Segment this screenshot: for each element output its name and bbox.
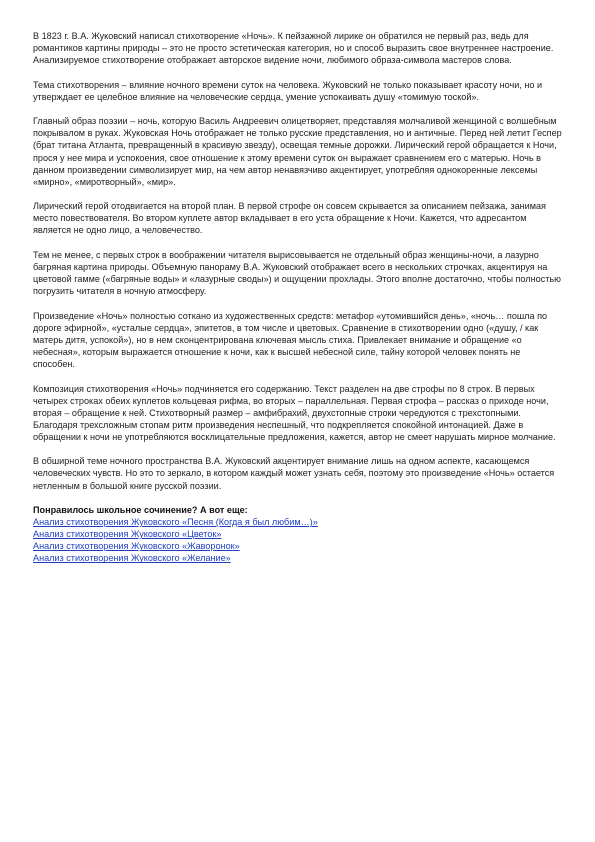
paragraph-devices: Произведение «Ночь» полностью соткано из художественных средств: метафор «утомившийся день», «ночь… пошла по дороге эфирной», «усталые сердца», эпитетов, в том числе и цветовых. Сравнение в стихотворении одно («душу, / как матерь дитя, успокой»), но в нем сконцентрирована ключевая мысль стиха. Привлекает внимание и обращение «о небесная», которым выражается отношение к ночи, как к высшей небесной силе, тайну которой человек понять не способен. — [33, 310, 548, 370]
paragraph-theme: Тема стихотворения – влияние ночного времени суток на человека. Жуковский не только показывает красоту ночи, но и утверждает ее целебное влияние на человеческие сердца, умение успокаивать душу «томимую тоской». — [33, 79, 543, 102]
paragraph-conclusion: В обширной теме ночного пространства В.А. Жуковский акцентирует внимание лишь на одном аспекте, касающемся человеческих чувств. Но это то зеркало, в котором каждый может узнать себя, поэтому это произведение «Ночь» остается нетленным в большой книге русской поэзии. — [33, 456, 555, 491]
list-item — [33, 540, 563, 552]
paragraph-intro: В 1823 г. В.А. Жуковский написал стихотворение «Ночь». К пейзажной лирике он обратился не первый раз, ведь для романтиков картины природы – это не просто эстетическая категория, но и способ выразить свое внутреннее настроение. Анализируемое стихотворение отображает авторское видение ночи, любимого образа-символа мастеров слова. — [33, 31, 554, 66]
related-link-desire[interactable]: Анализ стихотворения Жуковского «Желание» — [33, 553, 231, 564]
paragraph-main-image: Главный образ поэзии – ночь, которую Василь Андреевич олицетворяет, представляя молчаливой женщиной с волшебным покрывалом в руках. Жуковская Ночь отображает не только русские представления, но и античные. Перед ней летит Геспер (брат титана Атланта, превращенный в красивую звезду), освещая темные дорожки. Лирический герой обращается к Ночи, прося у нее мира и успокоения, свое отношение к этому времени суток он выражает сравнением его с матерью. Ночь в данном произведении символизирует мир, на чем автор ненавязчиво акцентирует, употребляя однокоренные лексемы «мирно», «миротворный», «мир». — [33, 116, 562, 187]
list-item — [33, 528, 563, 540]
related-link-lark[interactable]: Анализ стихотворения Жуковского «Жаворонок» — [33, 541, 240, 552]
paragraph-composition: Композиция стихотворения «Ночь» подчиняется его содержанию. Текст разделен на две строфы по 8 строк. В первых четырех строках обеих куплетов кольцевая рифма, во вторых – параллельная. Первая строфа – рассказ о приходе ночи, вторая – обращение к ней. Стихотворный размер – амфибрахий, двухстопные строки чередуются с трехстопными. Благодаря трехсложным стопам ритм произведения неспешный, что подкрепляется спокойной интонацией. Даже в обращении к ночи не употребляются восклицательные предложения, кажется, автор не смеет нарушать мирное молчание. — [33, 383, 556, 442]
essay-body — [33, 30, 563, 492]
related-link-song[interactable]: Анализ стихотворения Жуковского «Песня (Когда я был любим…)» — [33, 517, 318, 528]
list-item — [33, 552, 563, 564]
more-essays-title: Понравилось школьное сочинение? А вот еще: — [33, 505, 248, 516]
related-link-flower[interactable]: Анализ стихотворения Жуковского «Цветок» — [33, 529, 222, 540]
related-links-list — [33, 516, 563, 564]
paragraph-landscape: Тем не менее, с первых строк в воображении читателя вырисовывается не отдельный образ женщины-ночи, а лазурно багряная картина природы. Объемную панораму В.А. Жуковский отображает всего в нескольких строчках, акцентируя на цветовой гамме («багряные воды» и «лазурные своды») и ощущении прохлады. Этого вполне достаточно, чтобы полностью погрузить читателя в ночную атмосферу. — [33, 249, 561, 297]
list-item — [33, 516, 563, 528]
more-essays-section — [33, 504, 563, 564]
paragraph-lyric-hero: Лирический герой отодвигается на второй план. В первой строфе он совсем скрывается за описанием пейзажа, занимая место повествователя. Во втором куплете автор вкладывает в его уста обращение к Ночи. Кажется, что адресантом является не одно лицо, а человечество. — [33, 201, 546, 236]
document-page — [33, 30, 563, 565]
